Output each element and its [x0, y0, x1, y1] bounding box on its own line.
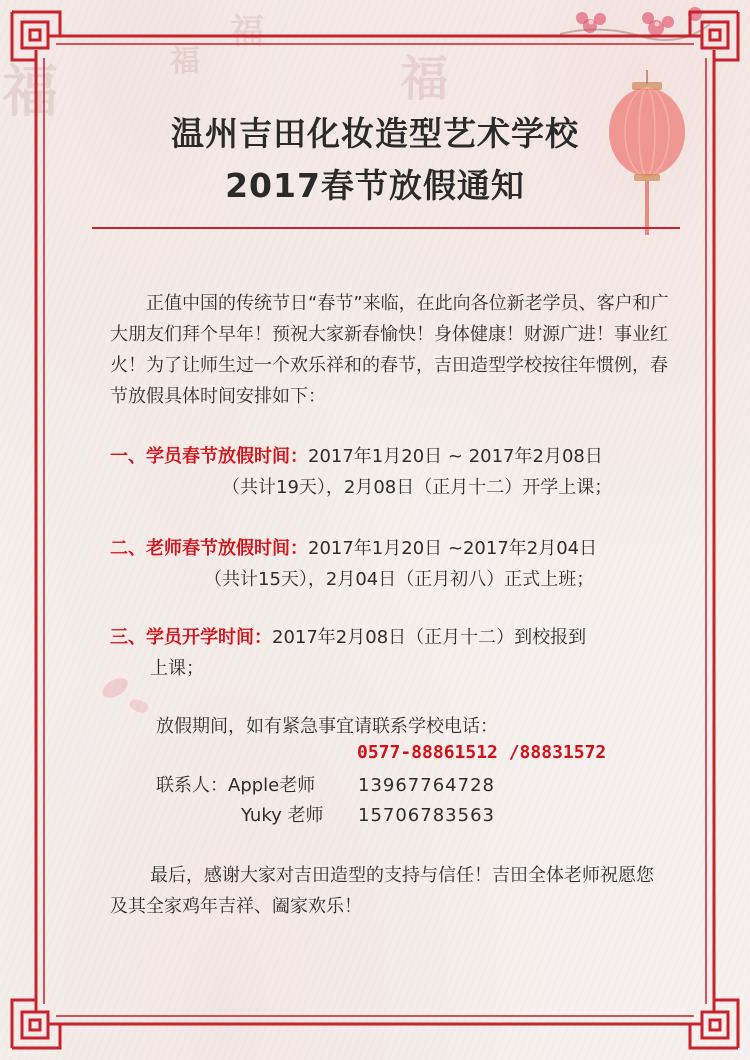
- item-label: 三、学员开学时间：: [110, 627, 272, 648]
- closing-paragraph: 最后，感谢大家对吉田造型的支持与信任！吉田全体老师祝愿您及其全家鸡年吉祥、阖家欢乐！: [110, 865, 654, 917]
- watermark-fu-2: 福: [170, 44, 200, 79]
- item-continuation: （共计15天），2月04日（正月初八）正式上班；: [204, 569, 595, 590]
- watermark-fu-1: 福: [2, 59, 58, 125]
- item-continuation: 上课；: [150, 658, 204, 679]
- contact-phone-apple: 13967764728: [358, 775, 495, 796]
- contact-intro: 放假期间，如有紧急事宜请联系学校电话：: [156, 716, 498, 737]
- item-text: 2017年1月20日 ~2017年2月04日: [308, 538, 598, 559]
- item-text: 2017年1月20日 ~ 2017年2月08日: [308, 446, 603, 467]
- schedule-item-school-start: [110, 622, 690, 684]
- title-line-2: 2017春节放假通知: [225, 166, 525, 205]
- contact-phone-yuky: 15706783563: [358, 805, 495, 826]
- item-label: 一、学员春节放假时间：: [110, 446, 308, 467]
- intro-paragraph: 正值中国的传统节日“春节”来临，在此向各位新老学员、客户和广大朋友们拜个早年！预祝大家新春愉快！身体健康！财源广进！事业红火！为了让师生过一个欢乐祥和的春节，吉田造型学校按往年惯例，春节放假具体时间安排如下：: [110, 293, 669, 407]
- title-divider: [92, 227, 680, 229]
- item-continuation: （共计19天），2月08日（正月十二）开学上课；: [222, 477, 613, 498]
- schedule-item-teachers-holiday: [110, 533, 690, 595]
- contact-row-apple: [156, 771, 315, 801]
- watermark-fu-3: 福: [400, 51, 449, 107]
- watermark-fu-4: 福: [230, 12, 264, 52]
- notice-title: [40, 108, 710, 212]
- item-text: 2017年2月08日（正月十二）到校报到: [272, 627, 587, 648]
- title-line-1: 温州吉田化妆造型艺术学校: [171, 114, 579, 153]
- school-phone-numbers: 0577-88861512 /88831572: [357, 742, 607, 763]
- contact-name-yuky: Yuky 老师: [241, 805, 324, 826]
- contact-name: Apple老师: [228, 775, 316, 796]
- schedule-item-students-holiday: [110, 441, 690, 503]
- item-label: 二、老师春节放假时间：: [110, 538, 308, 559]
- contact-prefix: 联系人：: [156, 775, 228, 796]
